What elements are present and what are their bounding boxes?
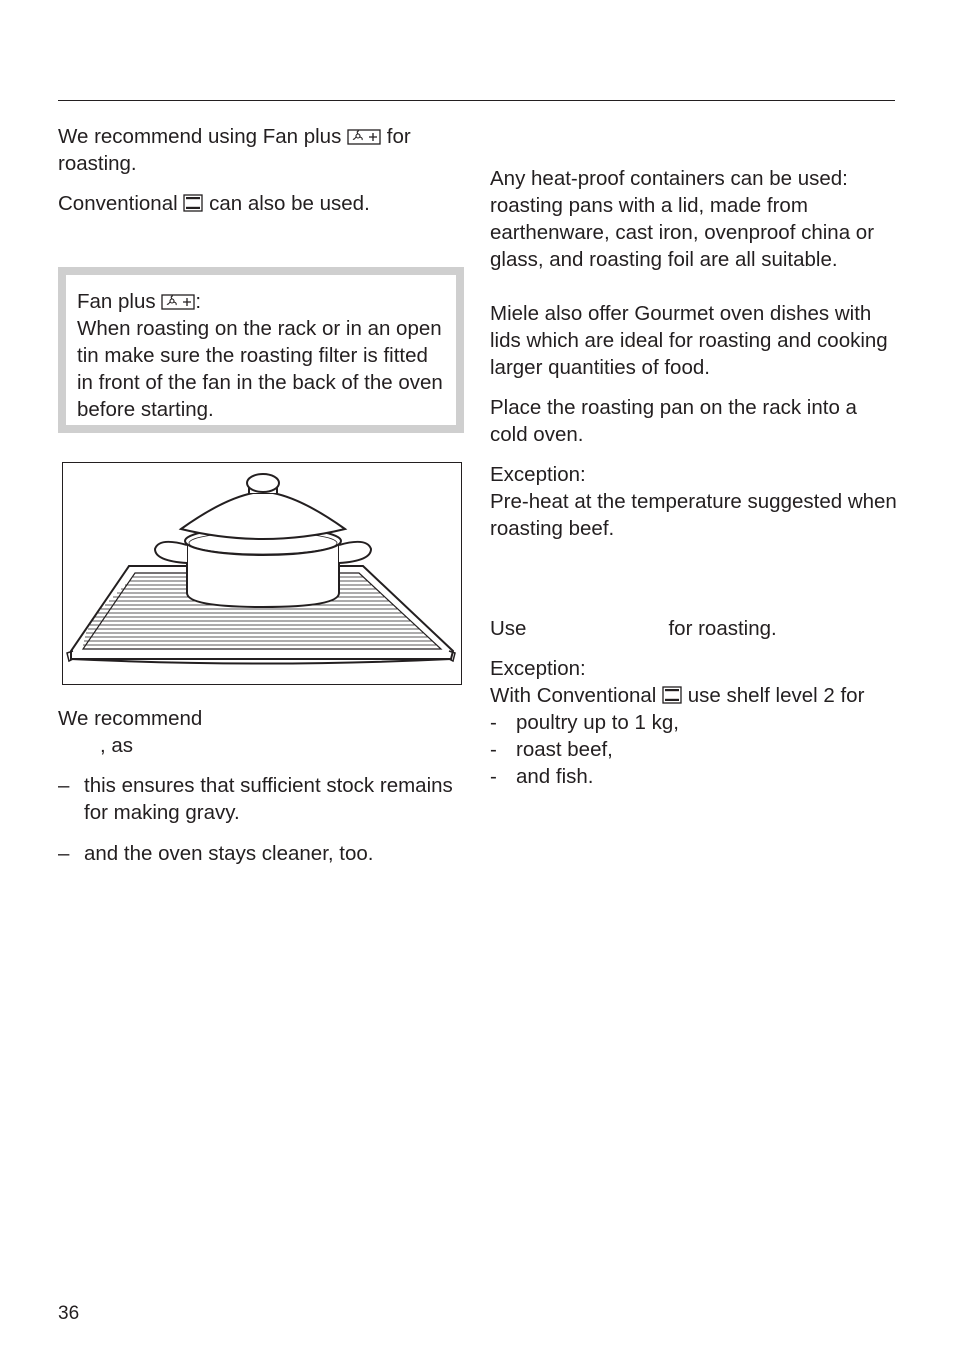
- conventional-icon: [662, 686, 682, 704]
- left-column-intro: [58, 123, 468, 217]
- conventional-note: Conventional can also be used.: [58, 192, 370, 215]
- shelf-use-paragraph: Use for roasting.: [490, 617, 777, 640]
- list-item: - roast beef,: [490, 736, 900, 763]
- shelf-level-2-items: [490, 709, 900, 790]
- header-rule: [58, 100, 895, 101]
- fan-plus-icon: [347, 129, 381, 145]
- conventional-icon: [183, 194, 203, 212]
- list-item: - and fish.: [490, 763, 900, 790]
- note-heading: Fan plus :: [77, 290, 202, 313]
- roasting-pan-on-rack-illustration: [62, 462, 462, 685]
- fan-plus-recommendation: We recommend using Fan plus for roasting.: [58, 125, 411, 175]
- exception-text: Pre-heat at the temperature suggested when roasting beef.: [490, 490, 897, 540]
- placement-paragraph: Place the roasting pan on the rack into a cold oven.: [490, 396, 857, 446]
- exception-2-text: With Conventional use shelf level 2 for: [490, 684, 865, 707]
- recommend-reasons-list: [58, 772, 468, 881]
- list-item: - poultry up to 1 kg,: [490, 709, 900, 736]
- list-item: – this ensures that sufficient stock remains for making gravy.: [58, 772, 468, 826]
- exception-2-label: Exception:: [490, 657, 586, 680]
- fan-plus-icon: [161, 294, 195, 310]
- containers-paragraph: Any heat-proof containers can be used: roasting pans with a lid, made from earthenware, cast iron, ovenproof china or glass, and roasting foil are all suitable.: [490, 167, 875, 271]
- pot-on-rack-drawing: [63, 463, 460, 683]
- right-column: [490, 165, 900, 790]
- page-number: 36: [58, 1303, 80, 1324]
- recommend-line-2: , as: [100, 734, 134, 757]
- recommendation-text: [58, 705, 468, 759]
- roasting-filter-note: [58, 267, 464, 433]
- gourmet-dishes-paragraph: Miele also offer Gourmet oven dishes with lids which are ideal for roasting and cooking larger quantities of food.: [490, 302, 888, 379]
- exception-label: Exception:: [490, 463, 586, 486]
- list-item: – and the oven stays cleaner, too.: [58, 840, 468, 867]
- note-text: When roasting on the rack or in an open tin make sure the roasting filter is fitted in front of the fan in the back of the oven before starting.: [77, 317, 443, 421]
- recommend-line-1: We recommend: [58, 707, 203, 730]
